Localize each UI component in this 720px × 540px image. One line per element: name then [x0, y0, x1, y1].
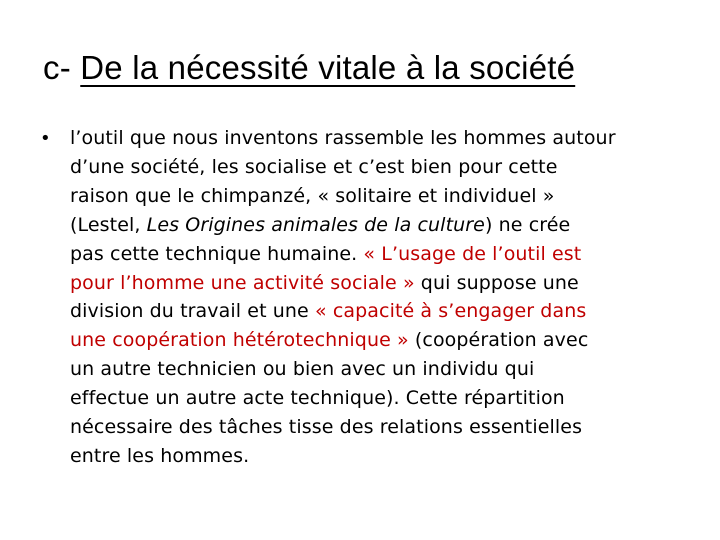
paragraph-line: [70, 442, 684, 471]
quote-red: « capacité à s’engager dans: [314, 300, 587, 323]
slide-title: [43, 46, 575, 90]
paragraph-line: [70, 384, 684, 413]
quote-red: une coopération hétérotechnique »: [70, 329, 409, 352]
paragraph-line: [70, 182, 684, 211]
paragraph-line: [70, 269, 684, 298]
text-run: d’une société, les socialise et c’est bien pour cette: [70, 155, 558, 178]
text-run: effectue un autre acte technique). Cette répartition: [70, 387, 565, 410]
paragraph-line: [70, 211, 684, 240]
text-run: l’outil que nous inventons rassemble les hommes autour: [70, 127, 616, 149]
text-run: nécessaire des tâches tisse des relations essentielles: [70, 416, 583, 439]
paragraph-line: [70, 240, 684, 269]
text-run: raison que le chimpanzé, « solitaire et individuel »: [70, 184, 555, 207]
paragraph-line: [70, 326, 684, 355]
text-run: un autre technicien ou bien avec un individu qui: [70, 358, 535, 381]
paragraph-line: [70, 413, 684, 442]
text-run: ) ne crée: [484, 213, 571, 236]
text-run: (coopération avec: [408, 329, 589, 352]
paragraph-line: [70, 355, 684, 384]
paragraph-line: [70, 297, 684, 326]
bullet-paragraph: [70, 124, 684, 471]
quote-red: pour l’homme une activité sociale »: [70, 271, 415, 294]
text-run: qui suppose une: [414, 271, 579, 294]
text-run: (Lestel,: [70, 213, 147, 236]
paragraph-line: [70, 124, 684, 153]
book-title: Les Origines animales de la culture: [146, 213, 485, 236]
title-prefix: c-: [43, 49, 81, 86]
text-run: division du travail et une: [70, 300, 315, 323]
quote-red: « L’usage de l’outil est: [363, 242, 582, 265]
text-run: entre les hommes.: [70, 444, 250, 467]
paragraph-line: [70, 153, 684, 182]
title-main: De la nécessité vitale à la société: [80, 49, 576, 86]
text-run: pas cette technique humaine.: [70, 242, 364, 265]
bullet-icon: •: [40, 128, 51, 149]
